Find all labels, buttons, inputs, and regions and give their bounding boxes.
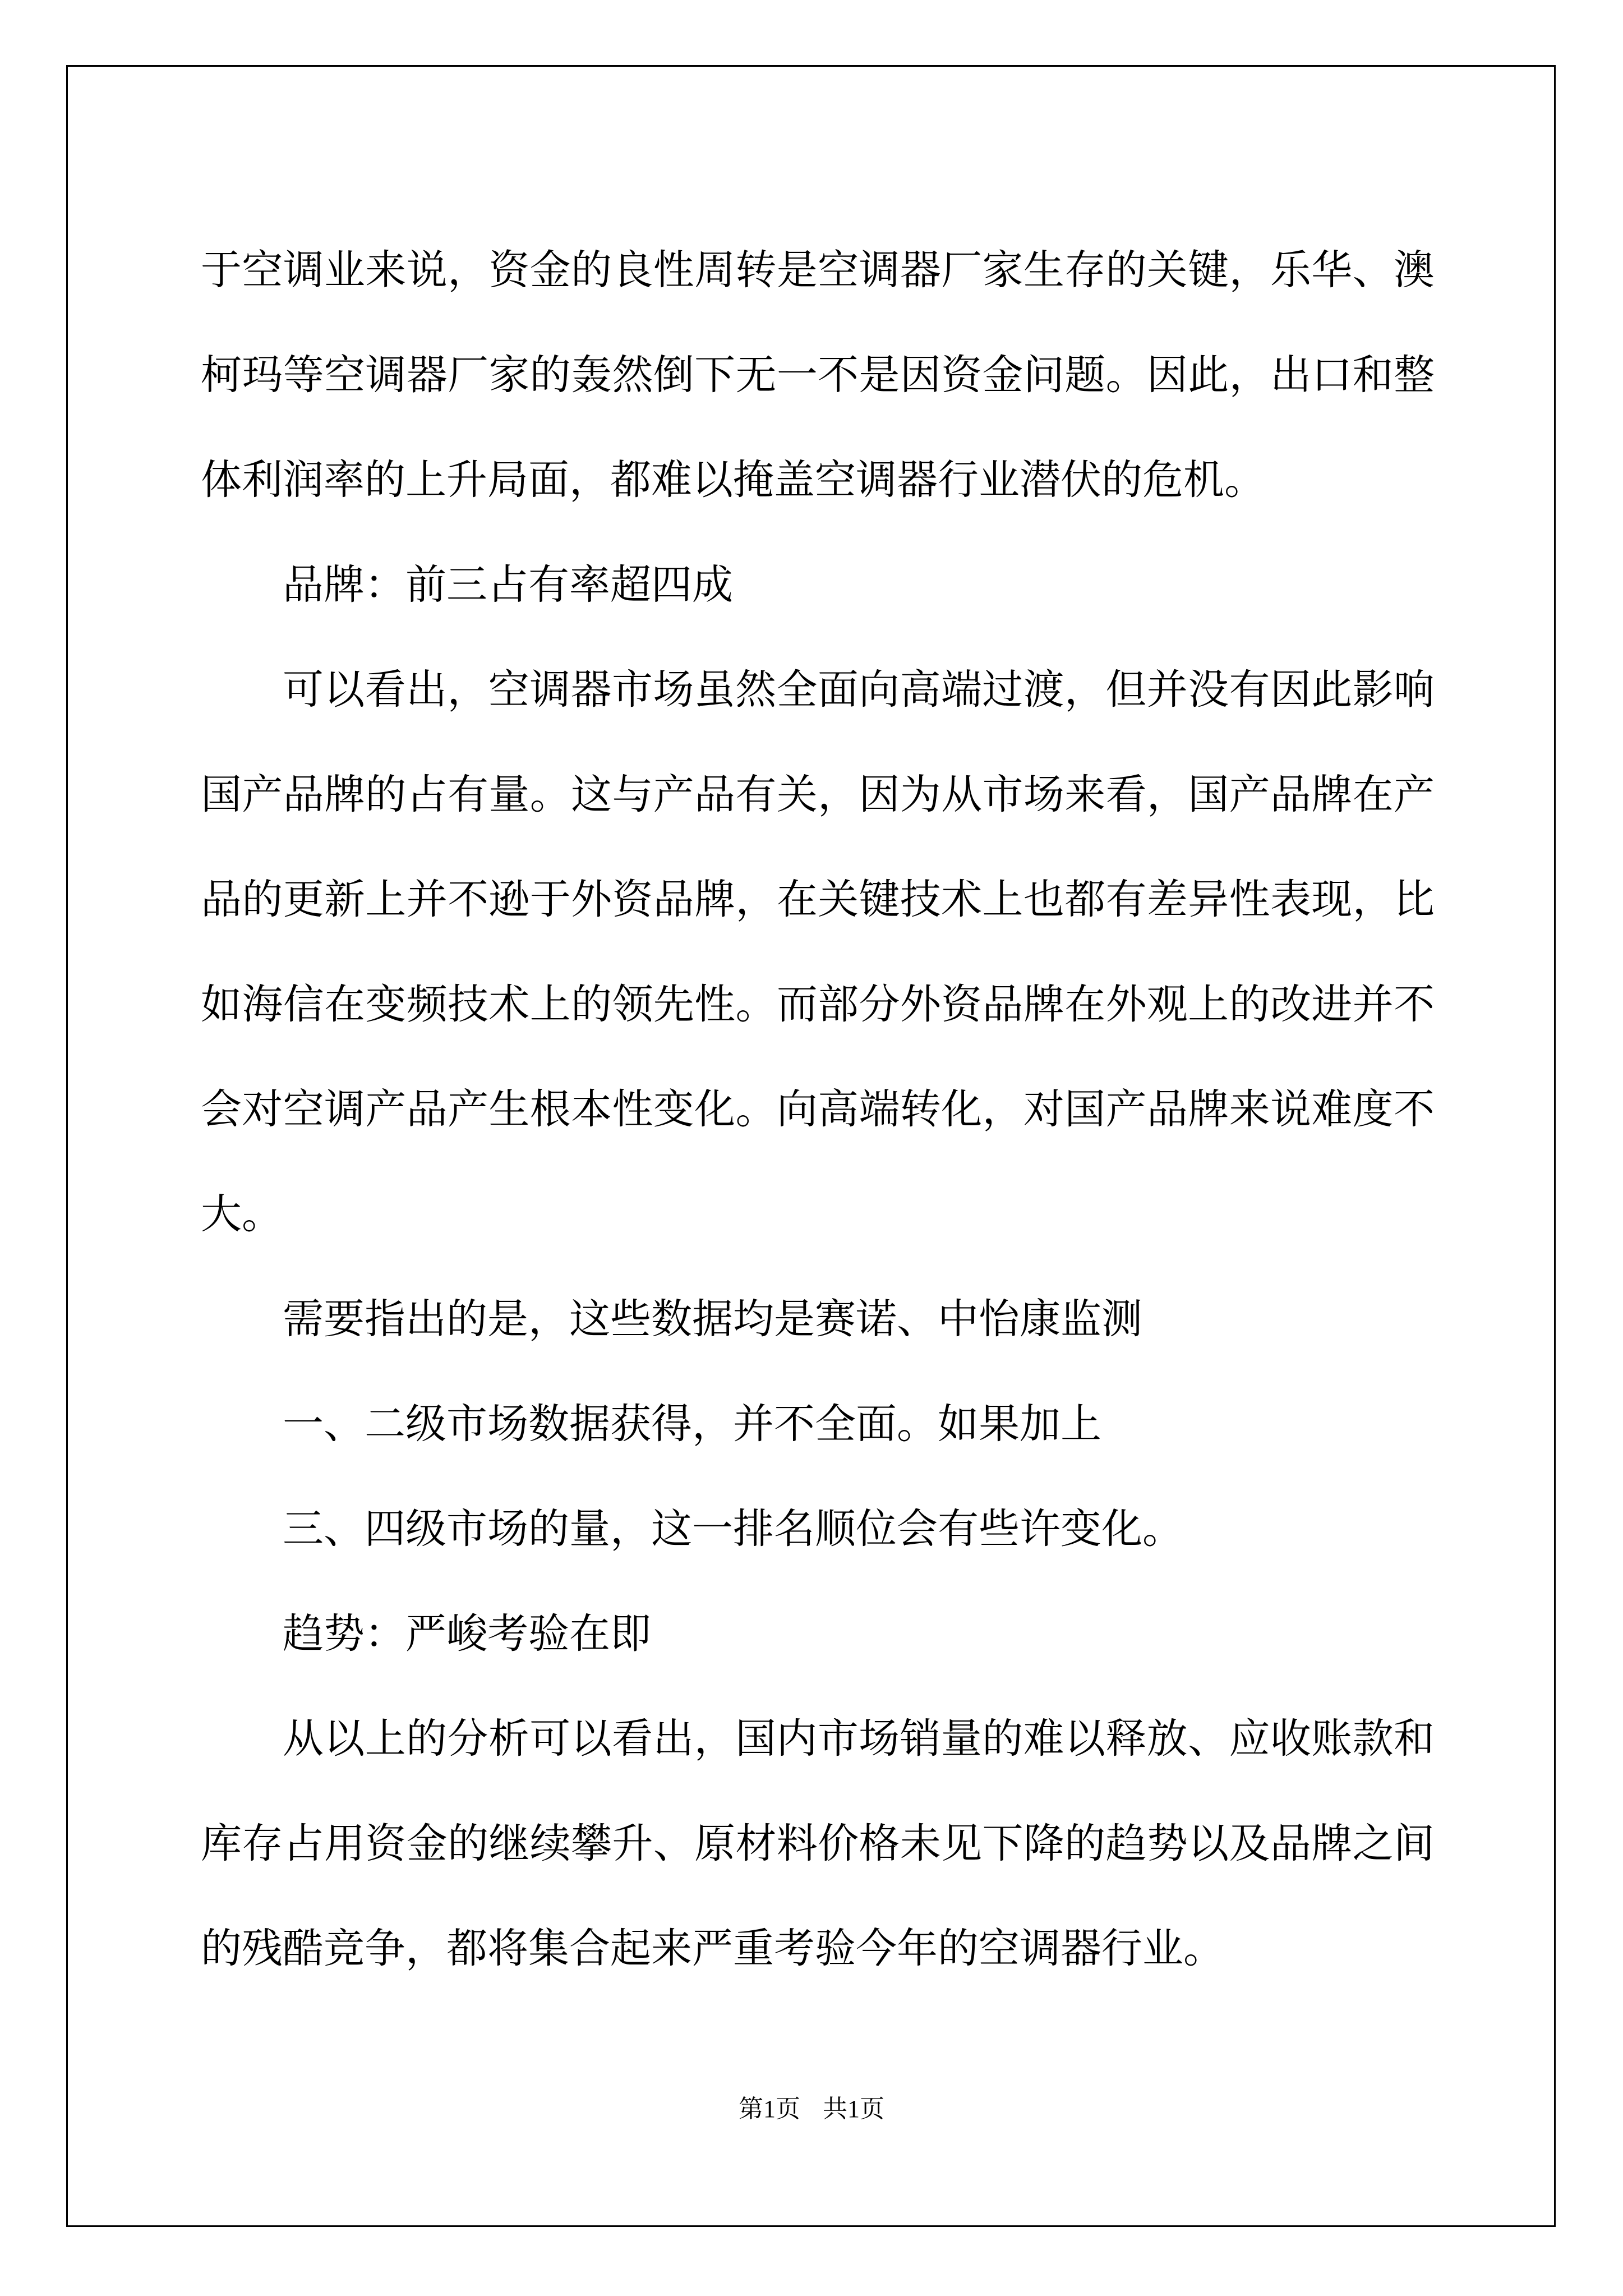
section-heading-trend: 趋势：严峻考验在即 (283, 1610, 651, 1658)
page-footer (0, 2092, 1623, 2126)
paragraph-6: 从以上的分析可以看出，国内市场销量的难以释放、应收账款和库存占用资金的继续攀升、原材料价格未见下降的趋势以及品牌之间的残酷竞争，都将集合起来严重考验今年的空调器行业。 (201, 1715, 1435, 1972)
paragraph-5: 三、四级市场的量，这一排名顺位会有些许变化。 (283, 1505, 1183, 1553)
paragraph-4: 一、二级市场数据获得，并不全面。如果加上 (283, 1400, 1101, 1448)
paragraph-2: 可以看出，空调器市场虽然全面向高端过渡，但并没有因此影响国产品牌的占有量。这与产品有关，因为从市场来看，国产品牌在产品的更新上并不逊于外资品牌，在关键技术上也都有差异性表现，比如海信在变频技术上的领先性。而部分外资品牌在外观上的改进并不会对空调产品产生根本性变化。向高端转化，对国产品牌来说难度不大。 (201, 666, 1435, 1238)
page-number: 第1页 (739, 2095, 800, 2123)
paragraph-1: 于空调业来说，资金的良性周转是空调器厂家生存的关键，乐华、澳柯玛等空调器厂家的轰然倒下无一不是因资金问题。因此，出口和整体利润率的上升局面，都难以掩盖空调器行业潜伏的危机。 (201, 246, 1435, 504)
section-heading-brand: 品牌：前三占有率超四成 (283, 561, 733, 609)
paragraph-3: 需要指出的是，这些数据均是赛诺、中怡康监测 (283, 1295, 1142, 1343)
page-total: 共1页 (823, 2095, 884, 2123)
document-body (201, 218, 1435, 2001)
